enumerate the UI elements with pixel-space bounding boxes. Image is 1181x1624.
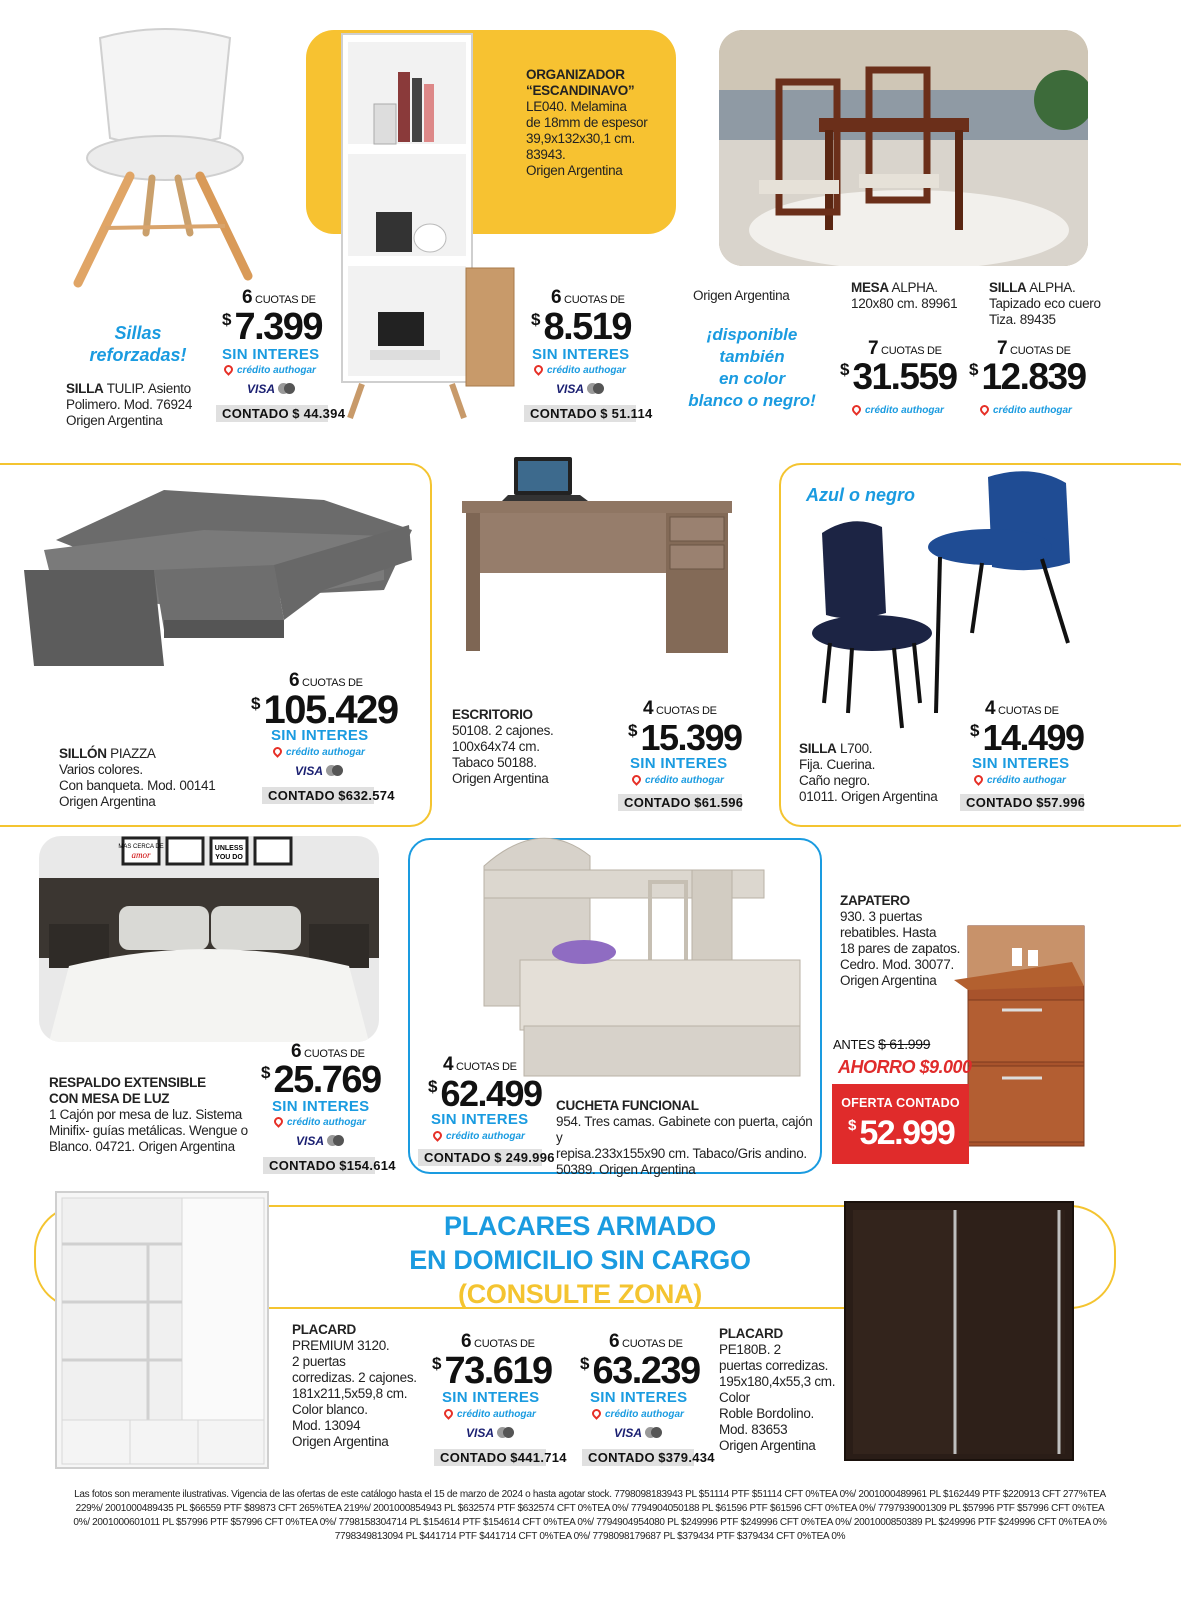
legal-line: 7798349813094 PL $441714 PTF $441714 CFT 0%TEA 0%/ 7798098179687 PL $379434 PTF $379434 CFT 0%TEA 0% [334,1531,846,1542]
placard-premium-price: $73.619 [432,1350,552,1392]
headline-line: (CONSULTE ZONA) [458,1279,702,1309]
product-origin: 50389. Origen Argentina [556,1162,696,1177]
headline-line: PLACARES ARMADO [444,1211,716,1241]
zapatero-antes [833,1036,930,1052]
product-desc: Minifix- guías metálicas. Wengue o [49,1123,248,1138]
product-desc: Con banqueta. Mod. 00141 [59,778,216,793]
placard-premium-cards: VISA [466,1426,514,1440]
respaldo-bedroom-image [39,836,379,1042]
product-desc: corredizas. 2 cajones. [292,1370,417,1385]
product-desc: Fija. Cuerina. [799,757,876,772]
product-desc: Mod. 13094 [292,1418,361,1433]
product-title: SILLA [66,381,104,396]
product-desc: 1 Cajón por mesa de luz. Sistema [49,1107,242,1122]
product-desc: Tapizado eco cuero [989,296,1101,311]
silla-alpha-description [989,280,1139,328]
mesa-alpha-description [851,280,981,312]
placard-pe180b-cards: VISA [614,1426,662,1440]
tulip-credito-logo: crédito authogar [224,365,316,376]
promo-line: ¡disponible [706,325,798,344]
escritorio-price: $15.399 [628,717,742,758]
oferta-label: OFERTA CONTADO [841,1096,960,1110]
promo-line: también [719,347,785,366]
frame-text: amor [131,850,151,860]
product-origin: Origen Argentina [526,163,623,178]
product-title: SILLA [989,280,1027,295]
l700-chairs-image [812,463,1082,733]
product-desc: Tabaco 50188. [452,755,537,770]
l700-contado: CONTADO $57.996 [960,794,1084,811]
l700-cuotas: 4 CUOTAS DE [985,698,1059,719]
product-desc: Blanco. 04721. Origen Argentina [49,1139,235,1154]
alpha-dining-photo [719,30,1088,266]
product-desc: 930. 3 puertas [840,909,923,924]
cucheta-bunk-image [480,826,806,1088]
placard-pe180b-sin-interes: SIN INTERES [590,1389,688,1406]
respaldo-description [49,1075,264,1155]
product-desc: 954. Tres camas. Gabinete con puerta, cajón y [556,1114,813,1145]
tulip-sin-interes: SIN INTERES [222,346,320,363]
product-title: MESA [851,280,889,295]
mesa-alpha-cuotas: 7 CUOTAS DE [868,338,942,359]
placard-pe180b-price: $63.239 [580,1350,700,1392]
organizador-sin-interes: SIN INTERES [532,346,630,363]
badge-line: reforzadas! [89,345,187,365]
product-desc: PIAZZA [110,746,156,761]
tulip-price: $7.399 [222,306,323,348]
cucheta-sin-interes: SIN INTERES [431,1111,529,1128]
respaldo-sin-interes: SIN INTERES [272,1098,370,1115]
product-desc: Cedro. Mod. 30077. [840,957,954,972]
piazza-cuotas: 6 CUOTAS DE [289,670,363,691]
tulip-cards: VISA [247,382,295,396]
product-title: SILLA [799,741,837,756]
cucheta-cuotas: 4 CUOTAS DE [443,1054,517,1075]
escritorio-desk-image [462,453,742,653]
placard-premium-contado: CONTADO $441.714 [434,1449,546,1466]
mesa-alpha-credito-logo: crédito authogar [852,405,944,416]
escritorio-contado: CONTADO $61.596 [618,794,742,811]
piazza-sin-interes: SIN INTERES [271,727,369,744]
product-desc: Mod. 83653 [719,1422,788,1437]
piazza-sofa-image [24,470,412,670]
legal-footer [40,1488,1140,1544]
product-origin: Origen Argentina [292,1434,389,1449]
product-desc: ALPHA. [891,280,938,295]
product-title: RESPALDO EXTENSIBLE [49,1075,206,1090]
mesa-alpha-price: $31.559 [840,356,957,397]
placard-pe180b-cuotas: 6 CUOTAS DE [609,1331,683,1352]
antes-value: $ 61.999 [878,1036,931,1052]
tulip-badge [78,322,198,366]
product-title: “ESCANDINAVO” [526,83,635,98]
organizador-cards: VISA [556,382,604,396]
piazza-contado: CONTADO $632.574 [262,787,374,804]
product-desc: Roble Bordolino. [719,1406,815,1421]
badge-line: Sillas [114,323,162,343]
product-title: ESCRITORIO [452,707,533,722]
product-desc: L700. [839,741,873,756]
product-desc: Varios colores. [59,762,143,777]
organizador-contado: CONTADO $ 51.114 [524,405,636,422]
zapatero-oferta-box [832,1084,969,1164]
product-origin: Origen Argentina [840,973,937,988]
product-desc: puertas corredizas. [719,1358,829,1373]
product-desc: Caño negro. [799,773,871,788]
legal-line: Las fotos son meramente ilustrativas. Vigencia de las ofertas de este catálogo hasta el 15 de marzo de 2024 o hasta agotar stock. 7798098183943 PL $51114 PTF $51114 CFT 0%TEA 0%/ 2001000489961 PL $162449 PTF $220913 CFT 277%TEA [74,1489,1106,1500]
piazza-credito-logo: crédito authogar [273,747,365,758]
product-desc: 2 puertas [292,1354,346,1369]
respaldo-cards: VISA [296,1134,344,1148]
product-title: ORGANIZADOR [526,67,625,82]
l700-price: $14.499 [970,717,1084,758]
product-title: ZAPATERO [840,893,910,908]
placares-headline [300,1209,860,1311]
product-desc: TULIP. Asiento [106,381,191,396]
tulip-chair-image [60,28,270,288]
escritorio-description [452,707,602,787]
product-desc: 181x211,5x59,8 cm. [292,1386,408,1401]
respaldo-credito-logo: crédito authogar [274,1117,366,1128]
product-desc: 100x64x74 cm. [452,739,540,754]
l700-badge: Azul o negro [806,485,915,505]
headline-line: EN DOMICILIO SIN CARGO [409,1245,751,1275]
product-origin: Origen Argentina [719,1438,816,1453]
product-origin: 01011. Origen Argentina [799,789,938,804]
organizador-credito-logo: crédito authogar [534,365,626,376]
product-desc: 195x180,4x55,3 cm. [719,1374,836,1389]
placard-premium-description [292,1322,432,1450]
respaldo-cuotas: 6 CUOTAS DE [291,1041,365,1062]
frame-text: YOU DO [215,854,243,861]
product-title: SILLÓN [59,746,107,761]
tulip-contado: CONTADO $ 44.394 [216,405,328,422]
piazza-description [59,746,249,810]
product-origin: Origen Argentina [452,771,549,786]
product-desc: ALPHA. [1029,280,1076,295]
zapatero-ahorro: AHORRO $9.000 [838,1057,972,1077]
organizador-shelf-image [338,32,518,420]
product-desc: LE040. Melamina [526,99,627,114]
product-origin: Origen Argentina [66,413,163,428]
product-title: CUCHETA FUNCIONAL [556,1098,699,1113]
placard-pe180b-description [719,1326,849,1454]
piazza-price: $105.429 [251,688,398,732]
placard-premium-sin-interes: SIN INTERES [442,1389,540,1406]
respaldo-contado: CONTADO $154.614 [263,1157,375,1174]
escritorio-credito-logo: crédito authogar [632,775,724,786]
tulip-description [66,381,226,429]
product-title: PLACARD [719,1326,783,1341]
frame-text: UNLESS [214,845,244,852]
product-desc: repisa.233x155x90 cm. Tabaco/Gris andino. [556,1146,807,1161]
oferta-price: $52.999 [848,1114,955,1152]
respaldo-price: $25.769 [261,1059,381,1101]
product-desc: PE180B. 2 [719,1342,781,1357]
cucheta-price: $62.499 [428,1073,542,1114]
placard-pe180b-credito-logo: crédito authogar [592,1409,684,1420]
legal-line: 0%/ 2001000601011 PL $57996 PTF $57996 CFT 0%TEA 0%/ 7798158304714 PL $154614 PTF $154614 CFT 0%TEA 0%/ 7794904954080 PL $249996 PTF $249996 CFT 0%TEA 0%/ 2001000850389 PL $249996 PTF $249996 CFT 0%TEA 0% [73,1517,1107,1528]
legal-line: 229%/ 2001000489435 PL $66559 PTF $89873 CFT 265%TEA 219%/ 2001000854943 PL $632574 PTF $632574 CFT 0%TEA 0%/ 7794904050188 PL $61596 PTF $61596 CFT 0%TEA 0%/ 7797939001309 PL $57996 PTF $57996 CFT 0%TEA [75,1503,1105,1514]
product-desc: PREMIUM 3120. [292,1338,390,1353]
product-desc: 120x80 cm. 89961 [851,296,958,311]
organizador-description [526,67,676,179]
product-desc: Tiza. 89435 [989,312,1056,327]
product-desc: Color [719,1390,750,1405]
l700-description [799,741,959,805]
product-desc: Polimero. Mod. 76924 [66,397,193,412]
alpha-origen: Origen Argentina [693,288,790,303]
l700-sin-interes: SIN INTERES [972,755,1070,772]
product-desc: Color blanco. [292,1402,368,1417]
silla-alpha-cuotas: 7 CUOTAS DE [997,338,1071,359]
escritorio-sin-interes: SIN INTERES [630,755,728,772]
l700-credito-logo: crédito authogar [974,775,1066,786]
product-desc: 18 pares de zapatos. [840,941,961,956]
placard-premium-image [54,1190,270,1470]
placard-premium-cuotas: 6 CUOTAS DE [461,1331,535,1352]
placard-premium-credito-logo: crédito authogar [444,1409,536,1420]
silla-alpha-credito-logo: crédito authogar [980,405,1072,416]
silla-alpha-price: $12.839 [969,356,1086,397]
product-desc: de 18mm de espesor [526,115,648,130]
promo-line: en color [718,369,786,388]
product-desc: 39,9x132x30,1 cm. [526,131,635,146]
product-desc: 83943. [526,147,566,162]
antes-label: ANTES [833,1037,875,1052]
product-title: CON MESA DE LUZ [49,1091,170,1106]
organizador-cuotas: 6 CUOTAS DE [551,287,625,308]
cucheta-description [556,1098,818,1178]
promo-line: blanco o negro! [688,391,816,410]
zapatero-cabinet-image [952,924,1088,1150]
product-title: PLACARD [292,1322,356,1337]
tulip-cuotas: 6 CUOTAS DE [242,287,316,308]
alpha-promo-text [676,324,828,412]
placard-pe180b-image [843,1200,1075,1462]
product-desc: rebatibles. Hasta [840,925,937,940]
product-desc: 50108. 2 cajones. [452,723,554,738]
organizador-price: $8.519 [531,306,632,348]
cucheta-contado: CONTADO $ 249.996 [418,1149,542,1166]
placard-pe180b-contado: CONTADO $379.434 [582,1449,694,1466]
product-origin: Origen Argentina [59,794,156,809]
escritorio-cuotas: 4 CUOTAS DE [643,698,717,719]
cucheta-credito-logo: crédito authogar [433,1131,525,1142]
frame-text: MAS CERCA DE [118,844,164,850]
piazza-cards: VISA [295,764,343,778]
